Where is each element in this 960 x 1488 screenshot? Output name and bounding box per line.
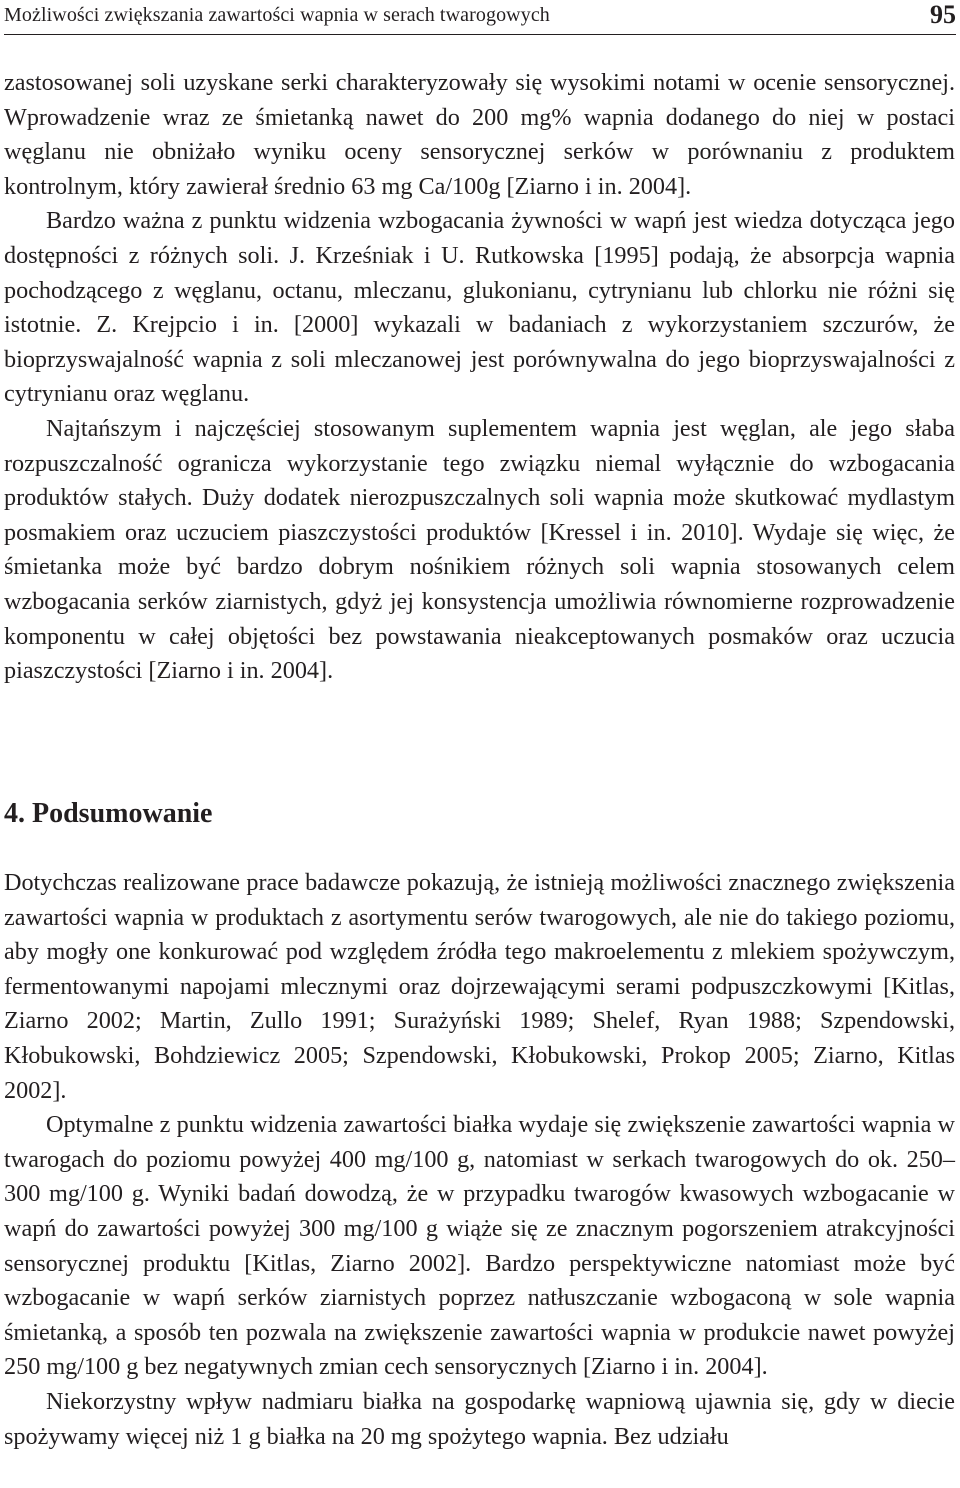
page-number: 95	[930, 0, 956, 29]
paragraph: Dotychczas realizowane prace badawcze pokazują, że istnieją możliwości znacznego zwiększenia zawartości wapnia w produktach z asortymentu serów twarogowych, ale nie do takiego poziomu, aby mogły one konkurować pod względem źródła tego makroelementu z mlekiem spożywczym, fermentowanymi napojami mlecznymi oraz dojrzewającymi serami podpuszczkowymi [Kitlas, Ziarno 2002; Martin, Zullo 1991; Surażyński 1989; Shelef, Ryan 1988; Szpendowski, Kłobukowski, Bohdziewicz 2005; Szpendowski, Kłobukowski, Prokop 2005; Ziarno, Kitlas 2002].	[4, 869, 955, 1104]
paragraph: Niekorzystny wpływ nadmiaru białka na gospodarkę wapniową ujawnia się, gdy w diecie spożywamy więcej niż 1 g białka na 20 mg spożytego wapnia. Bez udziału	[4, 1387, 955, 1450]
summary-section	[4, 866, 955, 1454]
section-continuation	[4, 66, 955, 689]
section-heading: 4. Podsumowanie	[4, 798, 213, 829]
paragraph: zastosowanej soli uzyskane serki charakteryzowały się wysokimi notami w ocenie sensorycznej. Wprowadzenie wraz ze śmietanką nawet do 200 mg% wapnia dodanego do niej w postaci węglanu nie obniżało wyniku oceny sensorycznej serków w porównaniu z produktem kontrolnym, który zawierał średnio 63 mg Ca/100g [Ziarno i in. 2004].	[4, 69, 955, 200]
paragraph: Najtańszym i najczęściej stosowanym suplementem wapnia jest węglan, ale jego słaba rozpuszczalność ogranicza wykorzystanie tego związku niemal wyłącznie do wzbogacania produktów stałych. Duży dodatek nierozpuszczalnych soli wapnia może skutkować mydlastym posmakiem oraz uczuciem piaszczystości produktów [Kressel i in. 2010]. Wydaje się więc, że śmietanka może być bardzo dobrym nośnikiem różnych soli wapnia stosowanych celem wzbogacania serków ziarnistych, gdyż jej konsystencja umożliwia równomierne rozprowadzenie komponentu w całej objętości bez powstawania nieakceptowanych posmaków oraz uczucia piaszczystości [Ziarno i in. 2004].	[4, 414, 955, 685]
paragraph: Bardzo ważna z punktu widzenia wzbogacania żywności w wapń jest wiedza dotycząca jego dostępności z różnych soli. J. Krześniak i U. Rutkowska [1995] podają, że absorpcja wapnia pochodzącego z węglanu, octanu, mleczanu, glukonianu, cytrynianu lub chlorku nie różni się istotnie. Z. Krejpcio i in. [2000] wykazali w badaniach z wykorzystaniem szczurów, że bioprzyswajalność wapnia z soli mleczanowej jest porównywalna do jego bioprzyswajalności z cytrynianu oraz węglanu.	[4, 207, 955, 408]
running-title: Możliwości zwiększania zawartości wapnia w serach twarogowych	[4, 4, 550, 26]
running-header	[4, 0, 956, 35]
paragraph: Optymalne z punktu widzenia zawartości białka wydaje się zwiększenie zawartości wapnia w twarogach do poziomu powyżej 400 mg/100 g, natomiast w serkach twarogowych do ok. 250–300 mg/100 g. Wyniki badań dowodzą, że w przypadku twarogów kwasowych wzbogacanie w wapń do zawartości powyżej 300 mg/100 g wiąże się ze znacznym pogorszeniem atrakcyjności sensorycznej produktu [Kitlas, Ziarno 2002]. Bardzo perspektywiczne natomiast może być wzbogacanie w wapń serków ziarnistych poprzez natłuszczanie wzbogaconą w sole wapnia śmietanką, a sposób ten pozwala na zwiększenie zawartości wapnia w produkcie nawet powyżej 250 mg/100 g bez negatywnych zmian cech sensorycznych [Ziarno i in. 2004].	[4, 1111, 955, 1381]
